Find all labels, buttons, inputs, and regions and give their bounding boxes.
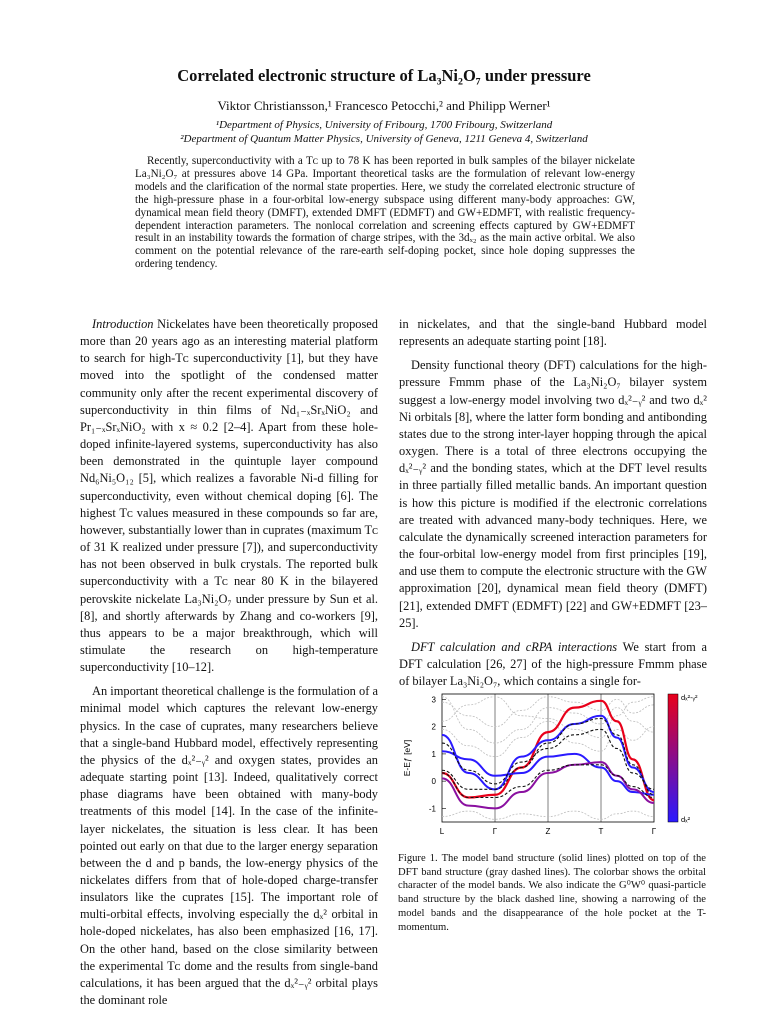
theory-paragraph: An important theoretical challenge is the formulation of a minimal model which captures the relevant low-energy physics. In the case of cuprates, many researchers believe that a single-band Hubbard model, effectively representing the physics of the dₓ²₋ᵧ² and oxygen states, provides an adequate starting point [13]. Indeed, qualitatively correct phase diagrams have been obtained with many-body treatments of this model [14]. In the case of the infinite-layer nickelates, the situation is less clear. It has been pointed out early on that due to the larger energy separation between the d and p bands, the low-energy physics of the nickelates differs from that of hole-doped charge-transfer insulators like the cuprates [15]. The important role of multi-orbital effects, involving especially the dₓ² orbital in hole-doped nickelates, has also been emphasized [16, 17]. On the other hand, based on the close similarity between the experimental Tᴄ dome and the results from single-band calculations, it has been argued that the dₓ²₋ᵧ² orbital plays the dominant role (80, 684, 378, 1008)
y-axis-label: E-Eƒ [eV] (402, 739, 412, 777)
intro-lead: Introduction (92, 317, 154, 331)
affiliation-1: ¹Department of Physics, University of Fribourg, 1700 Fribourg, Switzerland (215, 119, 553, 131)
crpa-lead: DFT calculation and cRPA interactions (411, 639, 618, 654)
y-tick-label: 2 (431, 722, 436, 732)
figure-caption: Figure 1. The model band structure (solid lines) plotted on top of the DFT band structure (gray dashed lines). The colorbar shows the orbital character of the model bands. We also indicate the G⁰W⁰ quasi-particle band structure by the black dashed line, showing a narrowing of the model bands and the disappearance of the hole pocket at the T-momentum. (398, 853, 706, 933)
crpa-text: We start from a DFT calculation [26, 27] of the high-pressure Fmmm phase of bilayer La₃Ni₂O₇, which contains a single for- (399, 639, 707, 689)
colorbar-top-label: dₓ²-ᵧ² (681, 693, 698, 702)
y-tick-label: 0 (431, 777, 436, 787)
x-tick-label: Z (545, 827, 551, 836)
y-tick-label: -1 (428, 804, 436, 814)
x-tick-label: Γ (492, 827, 498, 836)
intro-text: Nickelates have been theoretically proposed more than 20 years ago as an interesting material platform to search for high-Tᴄ superconductivity [1], but they have moved into the spotlight of the condensed matter community only after the recent experimental discovery of superconductivity in thin films of Nd₁₋ₓSrₓNiO₂ and Pr₁₋ₓSrₓNiO₂ with x ≈ 0.2 [2–4]. Apart from these hole-doped infinite-layered systems, superconductivity has also been demonstrated in the quintuple layer compound Nd₆Ni₅O₁₂ [5], which realizes a favorable Ni-d filling for superconductivity, even without chemical doping [6]. The highest Tᴄ values measured in these compounds so far are, however, substantially lower than in cuprates (maximum Tᴄ of 31 K realized under pressure [7]), and superconductivity has not been observed in bulk crystals. The reported bulk superconductivity with a Tᴄ near 80 K in the bilayered perovskite nickelate La₃Ni₂O₇ under pressure by Sun et al. [8], and shortly afterwards by Zhang and co-workers [9], thus appears to be a major breakthrough, which will stimulate the research on high-temperature superconductivity [10–12]. (80, 317, 378, 675)
y-tick-label: 1 (431, 749, 436, 759)
right-column (399, 316, 707, 690)
affiliation-2: ²Department of Quantum Matter Physics, University of Geneva, 1211 Geneva 4, Switzerland (180, 133, 588, 145)
colorbar (668, 694, 678, 822)
colorbar-bottom-label: dₓ² (681, 815, 691, 824)
band-structure-figure (398, 686, 708, 844)
continuation-paragraph: in nickelates, and that the single-band Hubbard model represents an adequate starting point [18]. (399, 317, 707, 349)
author-list: Viktor Christiansson,¹ Francesco Petocchi,² and Philipp Werner¹ (217, 98, 551, 113)
abstract: Recently, superconductivity with a Tᴄ up to 78 K has been reported in bulk samples of the bilayer nickelate La₃Ni₂O₇ at pressures above 14 GPa. Important theoretical tasks are the formulation of relevant low-energy models and the clarification of the normal state properties. Here, we study the correlated electronic structure of the high-pressure phase in a four-orbital low-energy subspace using different many-body approaches: GW, dynamical mean field theory (DMFT), extended DMFT (EDMFT) and GW+EDMFT, with realistic frequency-dependent interaction parameters. The nonlocal correlation and screening effects captured by GW+EDMFT result in an instability towards the formation of charge stripes, with the 3dₓ₂ as the main active orbital. We also comment on the potential relevance of the rare-earth self-doping pocket, since hole doping suppresses the ordering tendency. (135, 155, 635, 271)
band-structure-chart (398, 686, 708, 844)
intro-paragraph (80, 316, 378, 676)
left-column (80, 316, 378, 1009)
crpa-paragraph (399, 639, 707, 690)
paper-title: Correlated electronic structure of La₃Ni₂O₇ under pressure (177, 66, 591, 85)
x-tick-label: Γ (651, 827, 657, 836)
x-tick-label: L (439, 827, 445, 836)
x-tick-label: T (598, 827, 604, 836)
dft-paragraph: Density functional theory (DFT) calculations for the high-pressure Fmmm phase of the La₃Ni₂O₇ bilayer system suggest a low-energy model involving two dₓ²₋ᵧ² and two dₓ² Ni orbitals [8], where the latter form bonding and antibonding states due to the strong inter-layer hopping through the apical oxygen. There is a total of three electrons occupying the dₓ²₋ᵧ² and the bonding states, which at the DFT level results in three partially filled metallic bands. An important question is how this picture is modified if the electronic correlations are treated with advanced many-body techniques. Here, we calculate the dynamically screened interaction parameters for the four-orbital low-energy model from first principles [19], and use them to compute the electronic structure with the GW approximation [20], dynamical mean field theory (DMFT) [21], extended DMFT (EDMFT) [22] and GW+EDMFT [23–25]. (399, 358, 707, 630)
y-tick-label: 3 (431, 695, 436, 705)
